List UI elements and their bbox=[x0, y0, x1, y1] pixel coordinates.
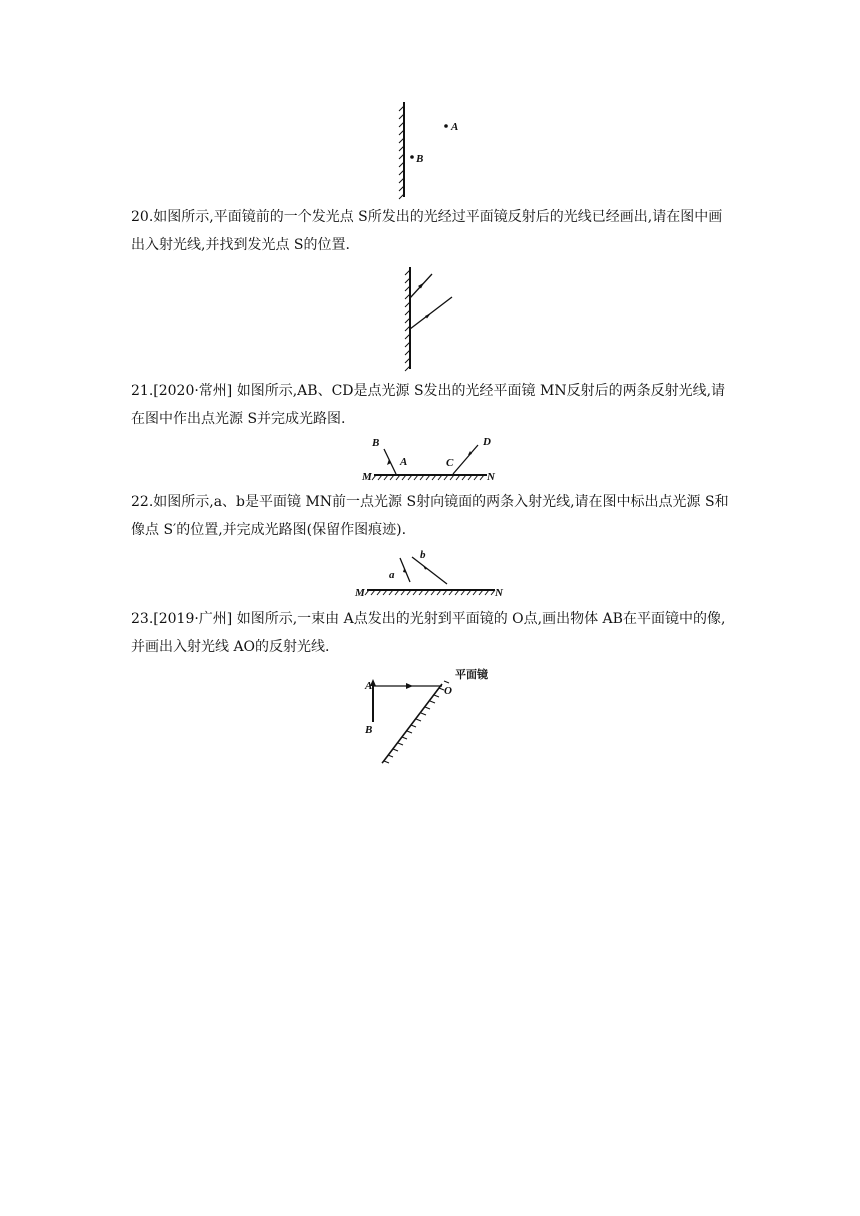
figure-q19-svg bbox=[395, 100, 475, 200]
label-a: A bbox=[365, 680, 373, 692]
mirror-hatching bbox=[384, 681, 449, 763]
ray-b bbox=[412, 557, 447, 584]
label-b: B bbox=[416, 153, 424, 165]
label-b: B bbox=[372, 437, 380, 449]
label-n: N bbox=[487, 471, 495, 483]
figure-q22-svg bbox=[355, 546, 515, 604]
label-d: D bbox=[483, 436, 491, 448]
label-m: M bbox=[362, 471, 372, 483]
ray-ab-arrow bbox=[387, 459, 391, 465]
figure-q20-reflected-rays bbox=[400, 266, 460, 370]
inclined-mirror bbox=[383, 684, 442, 762]
question-23-text: 23.[2019·广州] 如图所示,一束由 A点发出的光射到平面镜的 O点,画出物体 AB在平面镜中的像,并画出入射光线 AO的反射光线. bbox=[131, 611, 726, 655]
label-a: A bbox=[400, 456, 408, 468]
label-b: B bbox=[365, 724, 373, 736]
label-a-ray: a bbox=[389, 569, 395, 581]
label-o: O bbox=[444, 685, 452, 697]
label-a: A bbox=[451, 121, 459, 133]
figure-q20-svg bbox=[400, 266, 460, 370]
label-b-ray: b bbox=[420, 549, 426, 561]
ray-cd bbox=[453, 445, 478, 474]
ray-a bbox=[400, 558, 410, 582]
figure-q22-mirror-mn bbox=[355, 546, 515, 604]
point-a bbox=[444, 124, 448, 128]
point-b bbox=[410, 155, 414, 159]
label-plane-mirror: 平面镜 bbox=[455, 668, 488, 681]
question-20-text: 20.如图所示,平面镜前的一个发光点 S所发出的光经过平面镜反射后的光线已经画出,请在图中画出入射光线,并找到发光点 S的位置. bbox=[131, 209, 723, 253]
question-22-text: 22.如图所示,a、b是平面镜 MN前一点光源 S射向镜面的两条入射光线,请在图中标出点光源 S和像点 S′的位置,并完成光路图(保留作图痕迹). bbox=[131, 494, 729, 538]
figure-q21-mirror-mn bbox=[360, 432, 510, 488]
figure-q23-svg bbox=[360, 662, 510, 766]
figure-q21-svg bbox=[360, 432, 510, 488]
incident-ray-arrow bbox=[406, 683, 413, 689]
label-m: M bbox=[355, 587, 365, 599]
figure-q23-inclined-mirror bbox=[360, 662, 510, 766]
label-c: C bbox=[446, 457, 454, 469]
figure-q19-mirror-points bbox=[395, 100, 475, 200]
question-21-text: 21.[2020·常州] 如图所示,AB、CD是点光源 S发出的光经平面镜 MN反射后的两条反射光线,请在图中作出点光源 S并完成光路图. bbox=[131, 383, 726, 427]
label-n: N bbox=[495, 587, 503, 599]
